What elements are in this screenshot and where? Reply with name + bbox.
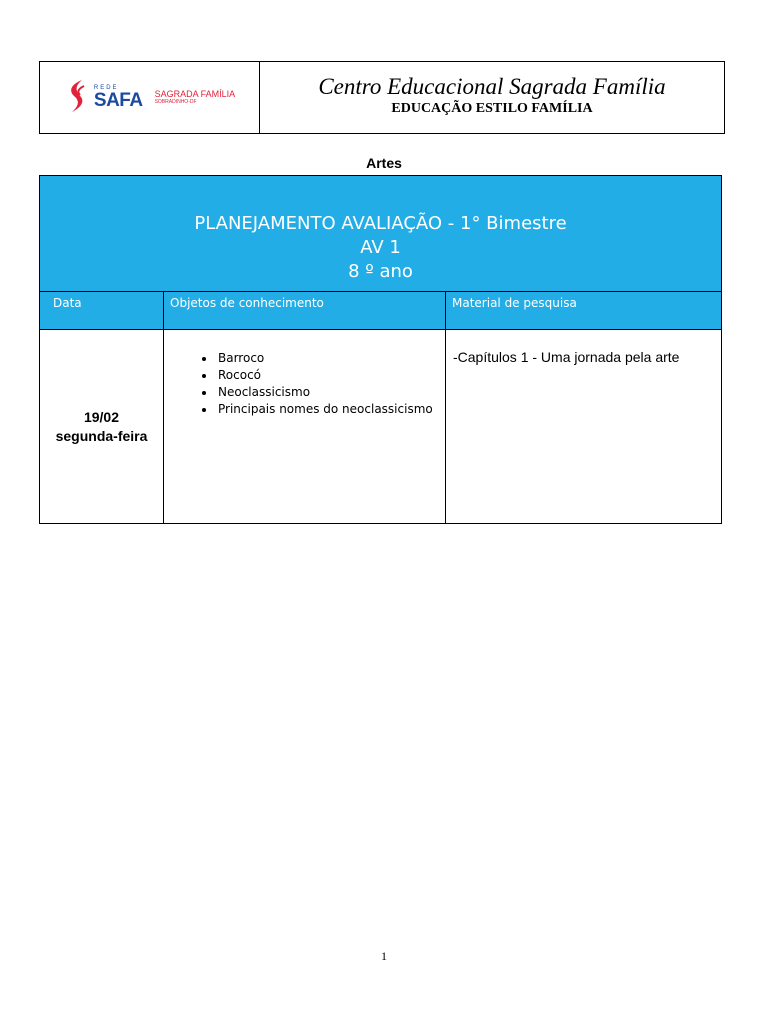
- school-logo: [64, 78, 235, 118]
- logo-brand: SAFA: [93, 90, 143, 111]
- document-header: [39, 61, 725, 134]
- knowledge-objects-list: [164, 350, 445, 418]
- weekday-value: segunda-feira: [55, 427, 148, 444]
- subject-title: Artes: [366, 155, 402, 171]
- safa-logo-mark-icon: [64, 78, 88, 118]
- logo-wordmark: [94, 85, 143, 110]
- column-header-objects: Objetos de conhecimento: [164, 292, 446, 330]
- date-cell: [40, 330, 164, 524]
- logo-rede: REDE: [93, 85, 119, 91]
- list-item: • Barroco: [216, 350, 445, 367]
- logo-subtitle: [155, 90, 236, 105]
- page-number: 1: [381, 949, 387, 963]
- column-header-material: Material de pesquisa: [446, 292, 722, 330]
- list-item: • Neoclassicismo: [216, 384, 445, 401]
- column-header-date: Data: [40, 292, 164, 330]
- logo-cell: [40, 62, 260, 133]
- logo-sagrada-familia: SAGRADA FAMÍLIA: [154, 89, 236, 100]
- school-motto: EDUCAÇÃO ESTILO FAMÍLIA: [391, 101, 593, 117]
- list-item: • Rococó: [216, 367, 445, 384]
- table-row: [40, 330, 722, 524]
- logo-location: SOBRADINHO-DF: [154, 98, 197, 105]
- plan-title: PLANEJAMENTO AVALIAÇÃO - 1° Bimestre: [194, 213, 567, 234]
- date-value: 19/02: [83, 408, 120, 425]
- plan-banner: [40, 176, 722, 292]
- material-cell: -Capítulos 1 - Uma jornada pela arte: [446, 330, 722, 524]
- list-item: • Principais nomes do neoclassicismo: [216, 401, 445, 418]
- assessment-plan-table: [39, 175, 722, 524]
- title-cell: [260, 62, 724, 133]
- grade-label: 8 º ano: [348, 261, 413, 282]
- assessment-label: AV 1: [360, 237, 401, 258]
- objects-cell: [164, 330, 446, 524]
- school-name: Centro Educacional Sagrada Família: [318, 73, 666, 99]
